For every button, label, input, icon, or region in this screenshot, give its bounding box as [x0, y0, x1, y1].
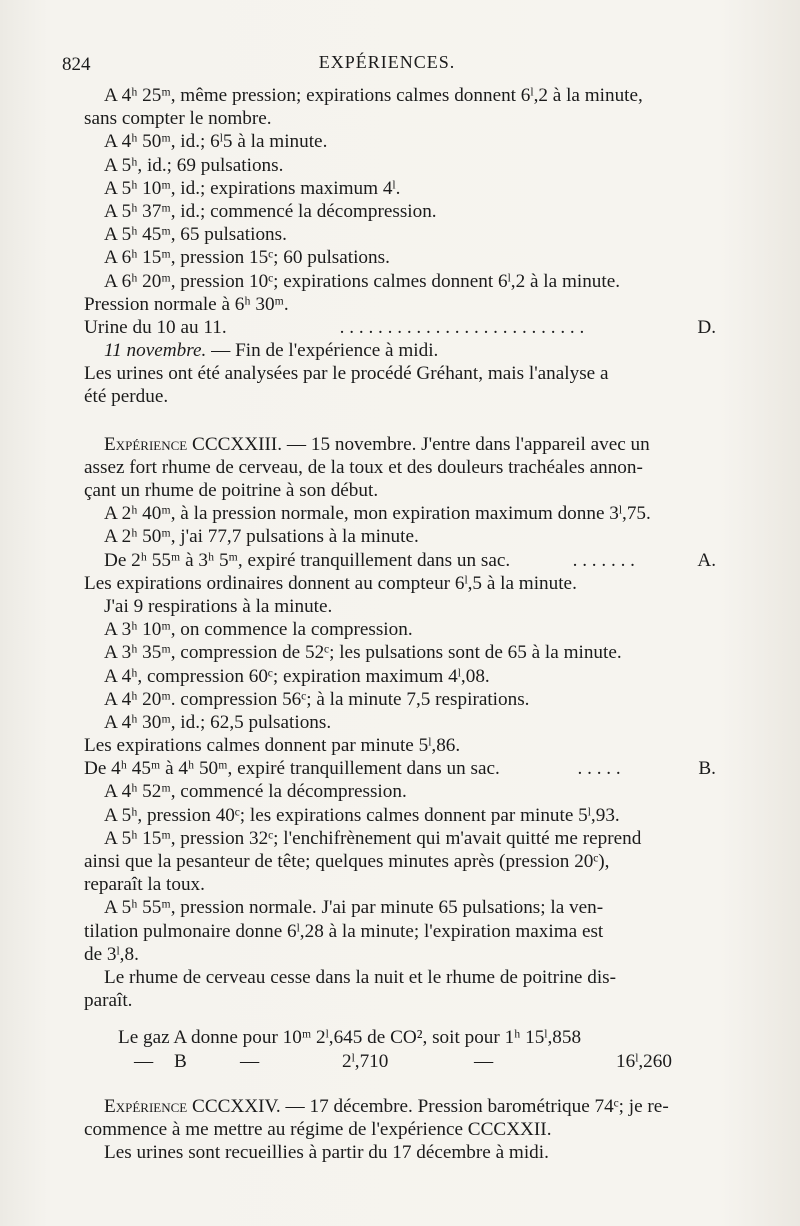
text-line: été perdue.	[84, 386, 169, 408]
text-line: paraît.	[84, 990, 133, 1012]
sample-mark: A.	[697, 549, 716, 571]
text-line: Pression normale à 6ʰ 30ᵐ.	[84, 293, 289, 315]
sample-mark: B.	[698, 758, 716, 780]
gas-a-measure: Le gaz A donne pour 10ᵐ 2ˡ,645 de CO²,	[118, 1027, 428, 1049]
text-line: A 2ʰ 50ᵐ, j'ai 77,7 pulsations à la minute.	[104, 526, 419, 548]
text-line: A 5ʰ 15ᵐ, pression 32ᶜ; l'enchifrènement qui m'avait quitté me reprend	[104, 827, 642, 849]
text-line: A 5ʰ, pression 40ᶜ; les expirations calmes donnent par minute 5ˡ,93.	[104, 804, 620, 826]
text-span: — 17 décembre. Pression barométrique 74ᶜ; je re-	[280, 1095, 669, 1117]
text-line: A 5ʰ 45ᵐ, 65 pulsations.	[104, 224, 287, 246]
page-number: 824	[62, 54, 91, 75]
text-line: A 4ʰ 20ᵐ. compression 56ᶜ; à la minute 7,5 respirations.	[104, 688, 530, 710]
dot-leader: . . . . .	[577, 758, 621, 780]
paragraph-gap	[84, 1012, 716, 1026]
dot-leader: . . . . . . .	[572, 549, 635, 571]
ditto-dash: —	[240, 1050, 260, 1072]
gas-a-total: soit pour 1ʰ 15ˡ,858	[432, 1027, 582, 1049]
text-line: A 4ʰ 25ᵐ, même pression; expirations calmes donnent 6ˡ,2 à la minute,	[104, 85, 643, 106]
experiment-heading	[84, 1095, 716, 1118]
ditto-dash: —	[134, 1050, 154, 1072]
text-line: commence à me mettre au régime de l'expérience CCCXXII.	[84, 1118, 552, 1140]
urine-entry: Urine du 10 au 11.	[84, 316, 227, 338]
text-line: A 4ʰ 50ᵐ, id.; 6ˡ5 à la minute.	[104, 131, 328, 153]
text-line: A 3ʰ 35ᵐ, compression de 52ᶜ; les pulsations sont de 65 à la minute.	[104, 642, 622, 664]
text-line: Les expirations ordinaires donnent au compteur 6ˡ,5 à la minute.	[84, 572, 577, 594]
ditto-dash: —	[474, 1050, 494, 1072]
text-line: A 4ʰ 30ᵐ, id.; 62,5 pulsations.	[104, 711, 332, 733]
text-line-with-mark	[84, 549, 716, 572]
text-span: — Fin de l'expérience à midi.	[206, 340, 439, 362]
text-line: A 5ʰ 37ᵐ, id.; commencé la décompression.	[104, 200, 437, 222]
sample-mark: D.	[697, 316, 716, 338]
page-header	[62, 50, 712, 76]
text-line: A 4ʰ 52ᵐ, commencé la décompression.	[104, 781, 407, 803]
text-line: sans compter le nombre.	[84, 108, 272, 130]
date-italic: 11 novembre.	[104, 340, 207, 362]
text-line: assez fort rhume de cerveau, de la toux et des douleurs trachéales annon-	[84, 456, 643, 478]
experiment-label: Expérience CCCXXIV.	[104, 1095, 281, 1117]
gas-result-a	[84, 1026, 716, 1049]
text-line: tilation pulmonaire donne 6ˡ,28 à la minute; l'expiration maxima est	[84, 920, 604, 942]
text-line: çant un rhume de poitrine à son début.	[84, 480, 379, 501]
experiment-label: Expérience CCCXXIII.	[104, 433, 283, 455]
gas-b-letter: B	[174, 1050, 187, 1072]
gas-result-b	[84, 1050, 716, 1073]
paragraph-gap	[84, 409, 716, 433]
text-line: A 5ʰ 55ᵐ, pression normale. J'ai par minute 65 pulsations; la ven-	[104, 897, 604, 919]
dot-leader: . . . . . . . . . . . . . . . . . . . . . . . . . .	[339, 316, 585, 338]
gas-b-total: 16ˡ,260	[616, 1050, 672, 1072]
sample-entry: De 4ʰ 45ᵐ à 4ʰ 50ᵐ, expiré tranquillement dans un sac.	[84, 758, 500, 780]
text-line: Les urines sont recueillies à partir du 17 décembre à midi.	[104, 1142, 549, 1164]
sample-entry: De 2ʰ 55ᵐ à 3ʰ 5ᵐ, expiré tranquillement dans un sac.	[104, 549, 511, 571]
text-line: Le rhume de cerveau cesse dans la nuit et le rhume de poitrine dis-	[104, 966, 617, 988]
text-line-with-mark	[84, 757, 716, 780]
text-line: reparaît la toux.	[84, 874, 205, 896]
text-line: Les urines ont été analysées par le procédé Gréhant, mais l'analyse a	[84, 363, 609, 385]
text-line: J'ai 9 respirations à la minute.	[104, 595, 333, 617]
text-line: A 5ʰ, id.; 69 pulsations.	[104, 154, 284, 176]
text-line: A 5ʰ 10ᵐ, id.; expirations maximum 4ˡ.	[104, 177, 401, 199]
text-line: A 6ʰ 15ᵐ, pression 15ᶜ; 60 pulsations.	[104, 247, 390, 269]
text-line	[84, 339, 716, 362]
experiment-heading	[84, 433, 716, 456]
text-line: A 6ʰ 20ᵐ, pression 10ᶜ; expirations calmes donnent 6ˡ,2 à la minute.	[104, 270, 621, 292]
text-line: ainsi que la pesanteur de tête; quelques minutes après (pression 20ᶜ),	[84, 851, 610, 872]
text-line: Les expirations calmes donnent par minute 5ˡ,86.	[84, 735, 461, 757]
text-line: A 3ʰ 10ᵐ, on commence la compression.	[104, 619, 413, 641]
text-line: de 3ˡ,8.	[84, 943, 139, 965]
paragraph-gap	[84, 1073, 716, 1095]
text-line: A 2ʰ 40ᵐ, à la pression normale, mon expiration maximum donne 3ˡ,75.	[104, 503, 651, 525]
text-line: A 4ʰ, compression 60ᶜ; expiration maximum 4ˡ,08.	[104, 665, 490, 687]
gas-b-measure: 2ˡ,710	[342, 1050, 389, 1072]
text-span: — 15 novembre. J'entre dans l'appareil avec un	[282, 433, 650, 455]
body-text	[84, 84, 716, 1164]
running-title: EXPÉRIENCES.	[318, 52, 456, 72]
text-line-with-mark	[84, 316, 716, 339]
